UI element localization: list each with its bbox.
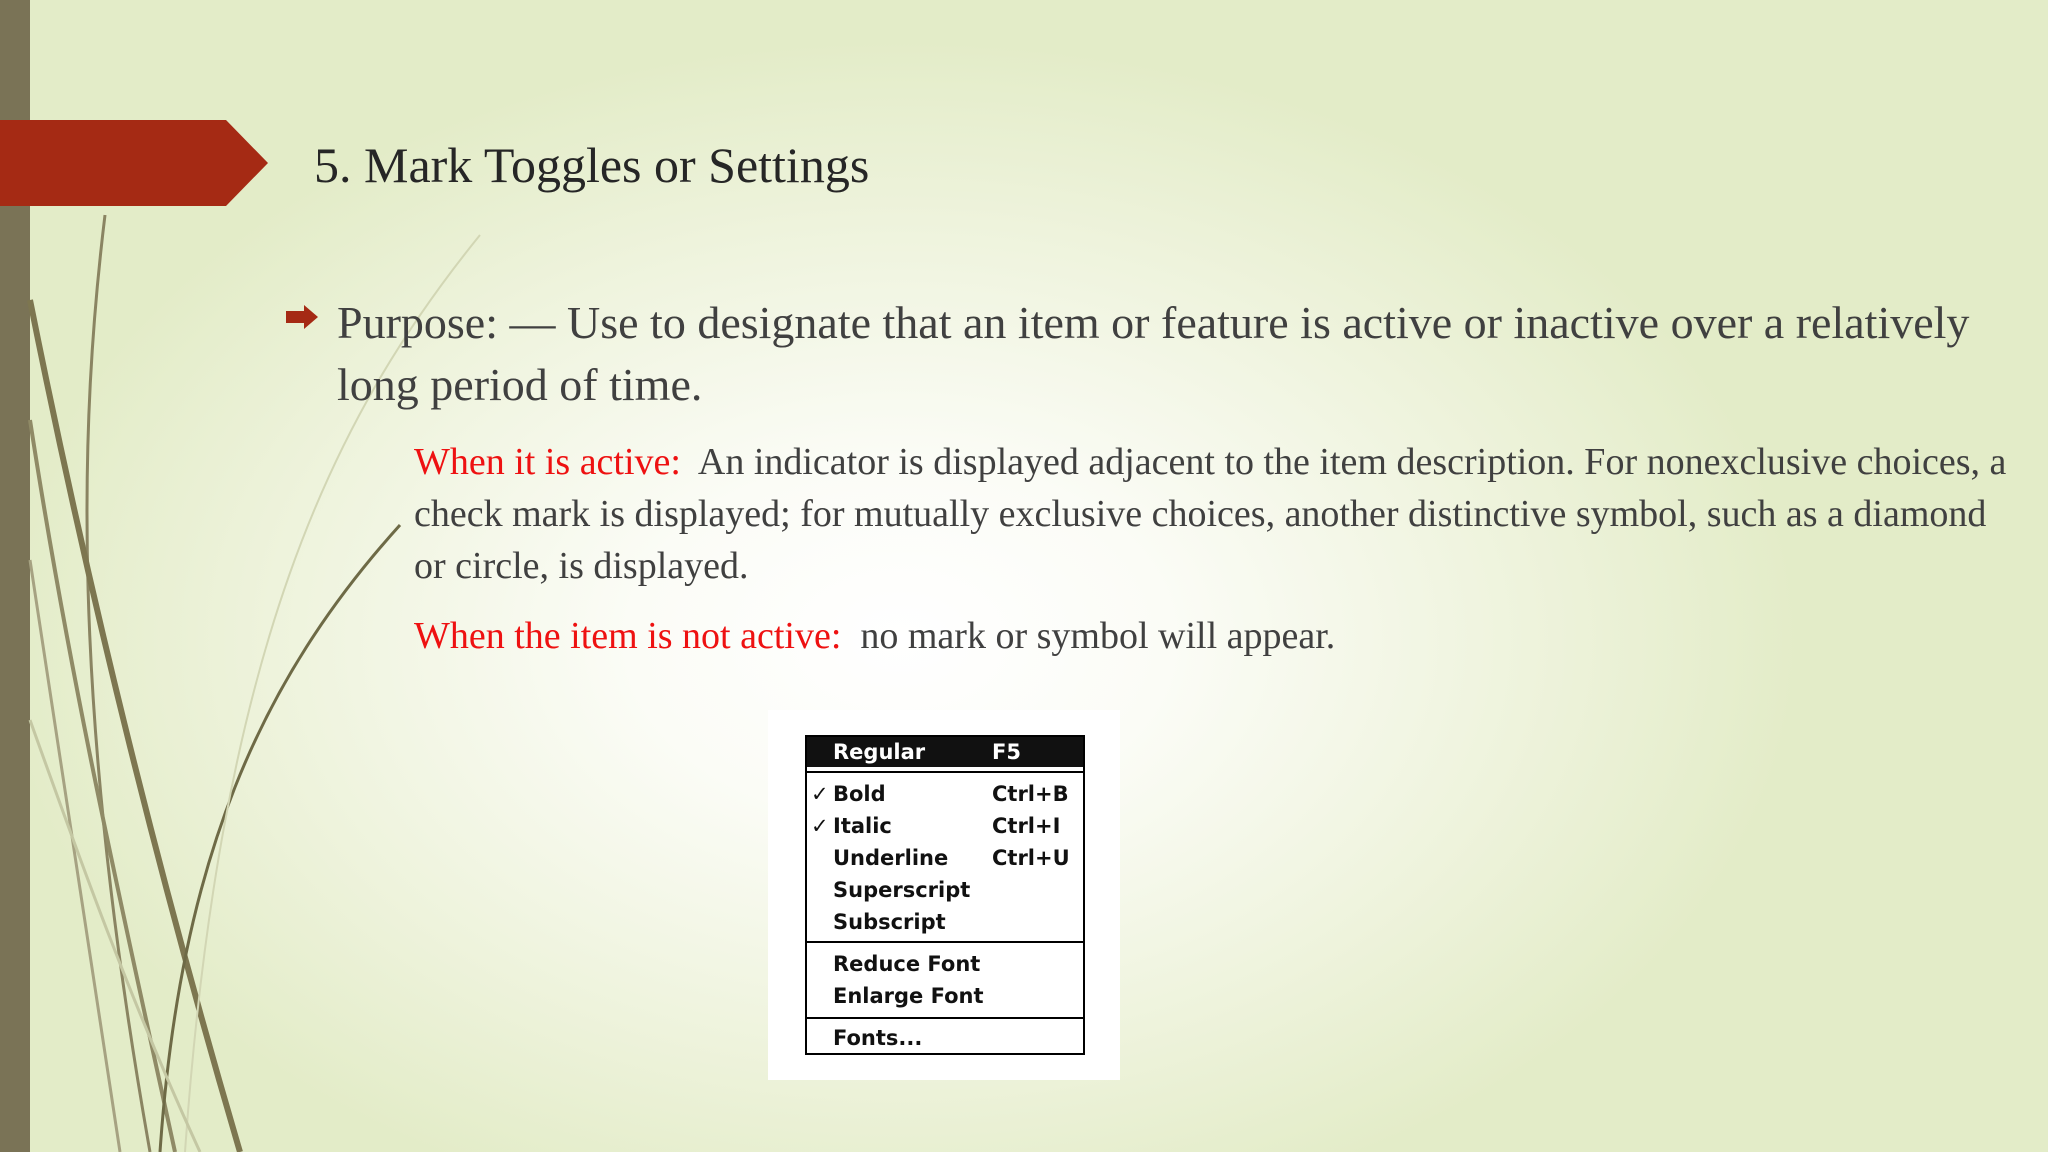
menu-separator xyxy=(807,1017,1083,1019)
menu-item-label: Reduce Font xyxy=(833,952,981,976)
menu-separator xyxy=(807,771,1083,773)
menu-item-label: Regular xyxy=(833,740,926,764)
format-menu-figure xyxy=(768,710,1120,1080)
purpose-bullet: Purpose: — Use to designate that an item or feature is active or inactive over a relatively long period of time. xyxy=(337,297,1970,410)
menu-separator xyxy=(807,941,1083,943)
menu-item-shortcut: Ctrl+I xyxy=(992,814,1061,838)
menu-item-enlarge-font[interactable] xyxy=(807,981,1083,1011)
inactive-label: When the item is not active: xyxy=(414,615,842,657)
inactive-text: no mark or symbol will appear. xyxy=(860,615,1336,657)
menu-item-fonts[interactable] xyxy=(807,1023,1083,1053)
active-label: When it is active: xyxy=(414,441,681,483)
menu-item-regular[interactable] xyxy=(807,737,1083,767)
arrow-bullet-icon xyxy=(284,302,320,332)
menu-item-shortcut: F5 xyxy=(992,740,1021,764)
menu-item-shortcut: Ctrl+U xyxy=(992,846,1070,870)
format-menu xyxy=(805,735,1085,1055)
active-text: An indicator is displayed adjacent to the item description. For nonexclusive choices, a check mark is displayed; for mutually exclusive choices, another distinctive symbol, such as a diamond or circle, is displayed. xyxy=(414,441,2007,587)
menu-item-underline[interactable] xyxy=(807,843,1083,873)
menu-item-label: Italic xyxy=(833,814,892,838)
menu-item-label: Subscript xyxy=(833,910,946,934)
inactive-description xyxy=(414,610,2014,662)
menu-item-bold[interactable] xyxy=(807,779,1083,809)
menu-item-label: Enlarge Font xyxy=(833,984,984,1008)
menu-item-label: Fonts... xyxy=(833,1026,923,1050)
menu-item-label: Bold xyxy=(833,782,886,806)
menu-item-superscript[interactable] xyxy=(807,875,1083,905)
menu-item-subscript[interactable] xyxy=(807,907,1083,937)
slide-title: 5. Mark Toggles or Settings xyxy=(314,137,870,193)
menu-item-label: Underline xyxy=(833,846,949,870)
menu-item-shortcut: Ctrl+B xyxy=(992,782,1069,806)
active-description xyxy=(414,436,2014,592)
menu-item-label: Superscript xyxy=(833,878,971,902)
menu-item-reduce-font[interactable] xyxy=(807,949,1083,979)
check-mark-icon: ✓ xyxy=(811,814,829,838)
title-accent-tab xyxy=(0,120,270,206)
menu-item-italic[interactable] xyxy=(807,811,1083,841)
check-mark-icon: ✓ xyxy=(811,782,829,806)
